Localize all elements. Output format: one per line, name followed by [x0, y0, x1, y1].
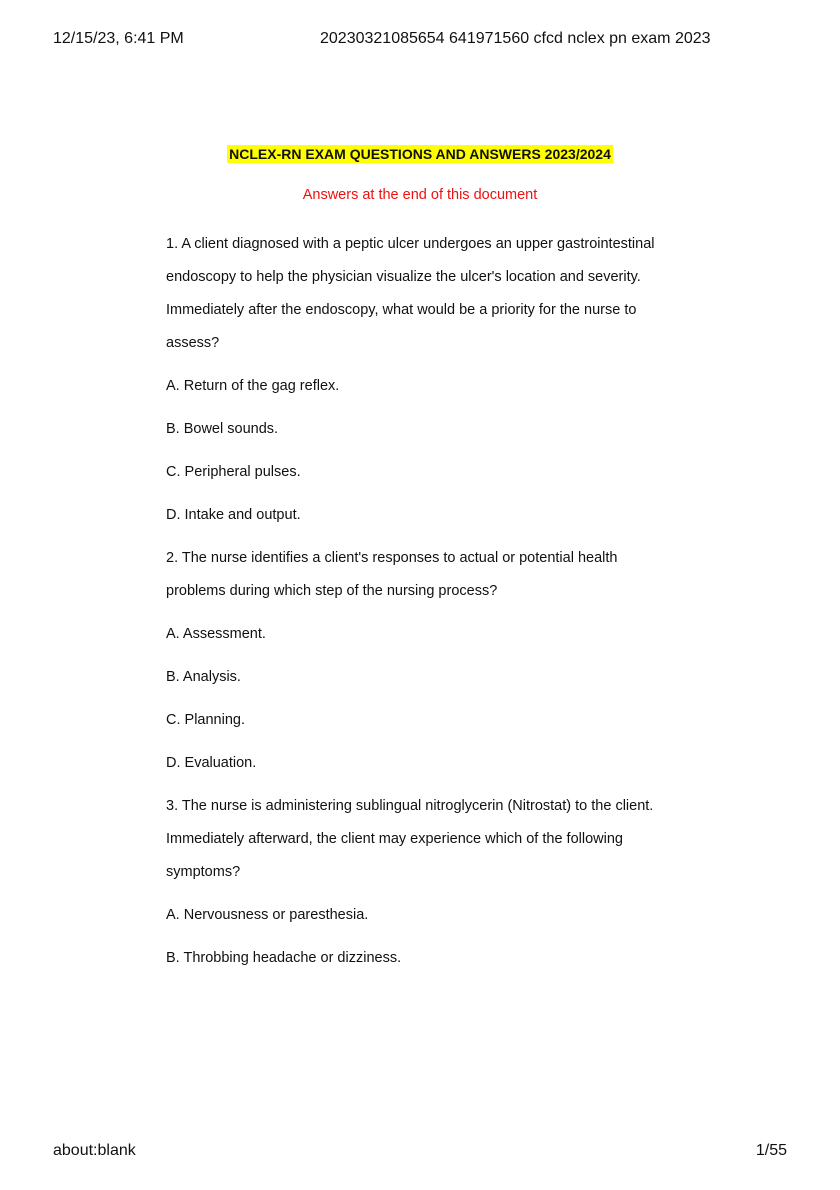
answer-option: B. Throbbing headache or dizziness.: [166, 950, 402, 966]
answers-notice: Answers at the end of this document: [302, 187, 538, 203]
answer-option: A. Nervousness or paresthesia.: [166, 907, 369, 923]
print-url: about:blank: [53, 1142, 136, 1159]
print-doc-title: 20230321085654 641971560 cfcd nclex pn exam 2023: [320, 30, 711, 47]
answer-option: D. Evaluation.: [166, 755, 257, 771]
answer-option: B. Analysis.: [166, 669, 241, 685]
page-number: 1/55: [755, 1142, 787, 1159]
answer-option: A. Return of the gag reflex.: [166, 378, 340, 394]
answer-option: B. Bowel sounds.: [166, 421, 279, 437]
answer-option: C. Planning.: [166, 712, 245, 728]
question-text: 1. A client diagnosed with a peptic ulcer undergoes an upper gastrointestinal endoscopy to help the physician visualize the ulcer's location and severity. Immediately after the endoscopy, what would be a priority for the nurse to assess?: [166, 236, 655, 351]
question-text: 3. The nurse is administering sublingual nitroglycerin (Nitrostat) to the client. Immediately afterward, the client may experience which of the following symptoms?: [166, 798, 654, 880]
questions-list: [166, 228, 666, 985]
answer-option: D. Intake and output.: [166, 507, 301, 523]
answer-option: A. Assessment.: [166, 626, 266, 642]
title-container: [0, 145, 840, 164]
document-title: NCLEX-RN EXAM QUESTIONS AND ANSWERS 2023/2024: [229, 146, 611, 162]
answer-option: C. Peripheral pulses.: [166, 464, 301, 480]
print-datetime: 12/15/23, 6:41 PM: [53, 30, 184, 47]
question-block: [166, 542, 666, 780]
question-text: 2. The nurse identifies a client's responses to actual or potential health problems during which step of the nursing process?: [166, 550, 618, 599]
question-block: [166, 790, 666, 975]
question-block: [166, 228, 666, 532]
